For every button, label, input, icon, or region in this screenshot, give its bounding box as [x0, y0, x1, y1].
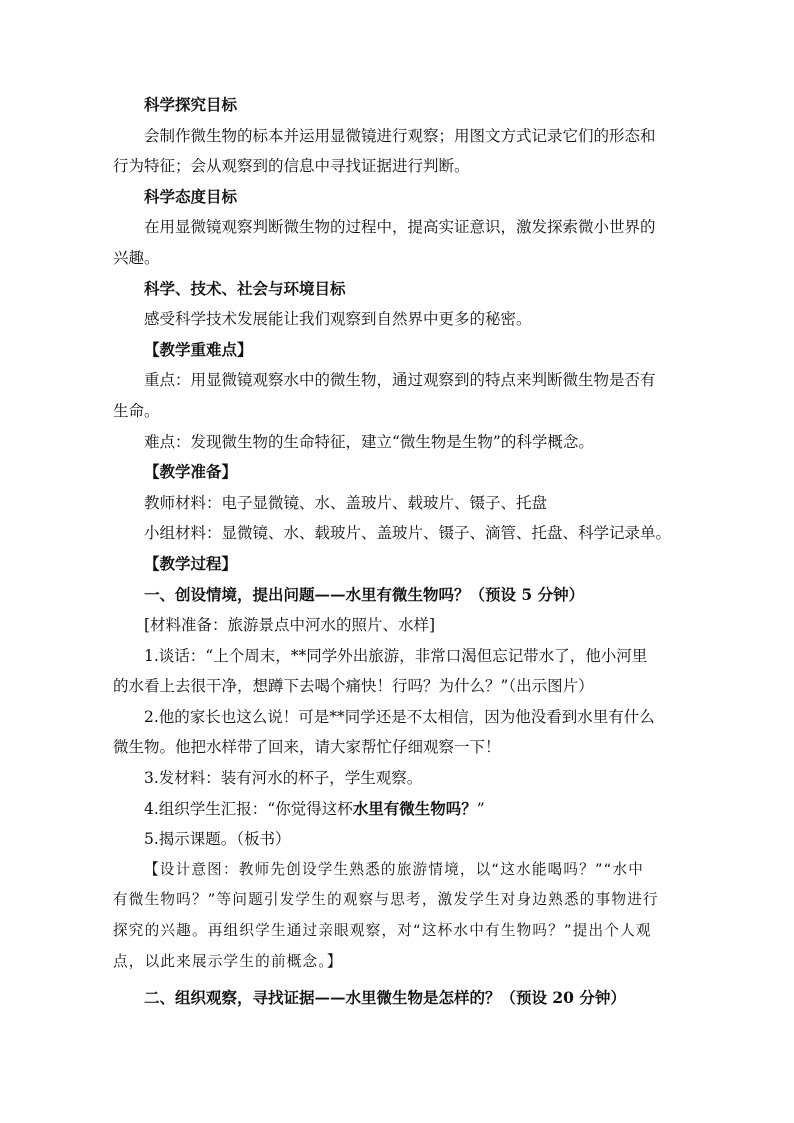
preparation-heading: 【教学准备】: [144, 462, 238, 482]
step-1-cont: 的水看上去很干净，想蹲下去喝个痛快！行吗？为什么？”（出示图片）: [113, 677, 594, 696]
step-4: [113, 794, 685, 825]
section-1-title: 一、创设情境，提出问题——水里有微生物吗？（预设 5 分钟）: [144, 584, 585, 604]
stse-goal-text: 感受科学技术发展能让我们观察到自然界中更多的秘密。: [144, 310, 532, 329]
section-1-materials: [材料准备：旅游景点中河水的照片、水样]: [144, 616, 436, 635]
attitude-goal-heading: 科学态度目标: [144, 186, 238, 206]
design-intent-cont-3: 点，以此来展示学生的前概念。】: [113, 952, 343, 970]
design-intent-cont-2: 探究的兴趣。再组织学生通过亲眼观察，对“这杯水中有生物吗？”提出个人观: [113, 922, 652, 940]
teacher-materials: 教师材料：电子显微镜、水、盖玻片、载玻片、镊子、托盘: [144, 493, 548, 512]
inquiry-goal-heading: 科学探究目标: [144, 95, 238, 114]
key-point-text-cont: 生命。: [113, 401, 160, 420]
document-page: [113, 90, 685, 1014]
step-4-question: 水里有微生物吗？: [352, 798, 477, 818]
design-intent-cont-1: 有微生物吗？”等问题引发学生的观察与思考，激发学生对身边熟悉的事物进行: [113, 891, 659, 909]
step-4-suffix: ”: [476, 799, 485, 818]
step-5: 5.揭示课题。（板书）: [144, 830, 291, 849]
attitude-goal-text-cont: 兴趣。: [113, 248, 160, 267]
step-2: 2.他的家长也这么说！可是**同学还是不太相信，因为他没看到水里有什么: [144, 707, 655, 726]
key-points-heading: 【教学重难点】: [144, 339, 253, 359]
inquiry-goal-text-cont: 行为特征；会从观察到的信息中寻找证据进行判断。: [113, 157, 470, 176]
step-4-prefix: 4.组织学生汇报：“你觉得这杯: [144, 799, 353, 818]
step-2-cont: 微生物。他把水样带了回来，请大家帮忙仔细观察一下！: [113, 738, 501, 757]
attitude-goal-text: 在用显微镜观察判断微生物的过程中，提高实证意识，激发探索微小世界的: [144, 218, 656, 237]
section-2-title: 二、组织观察，寻找证据——水里微生物是怎样的？（预设 20 分钟）: [144, 988, 626, 1008]
process-heading: 【教学过程】: [144, 553, 238, 573]
difficulty-text: 难点：发现微生物的生命特征，建立“微生物是生物”的科学概念。: [144, 432, 594, 451]
stse-goal-heading: 科学、技术、社会与环境目标: [144, 278, 346, 298]
step-1: 1.谈话：“上个周末，**同学外出旅游，非常口渴但忘记带水了，他小河里: [144, 646, 648, 665]
key-point-text: 重点：用显微镜观察水中的微生物，通过观察到的特点来判断微生物是否有: [144, 371, 656, 390]
design-intent: 【设计意图：教师先创设学生熟悉的旅游情境，以“这水能喝吗？”“水中: [144, 860, 645, 878]
step-3: 3.发材料：装有河水的杯子，学生观察。: [144, 769, 423, 788]
inquiry-goal-text: 会制作微生物的标本并运用显微镜进行观察；用图文方式记录它们的形态和: [144, 126, 656, 145]
group-materials: 小组材料：显微镜、水、载玻片、盖玻片、镊子、滴管、托盘、科学记录单。: [144, 524, 672, 543]
